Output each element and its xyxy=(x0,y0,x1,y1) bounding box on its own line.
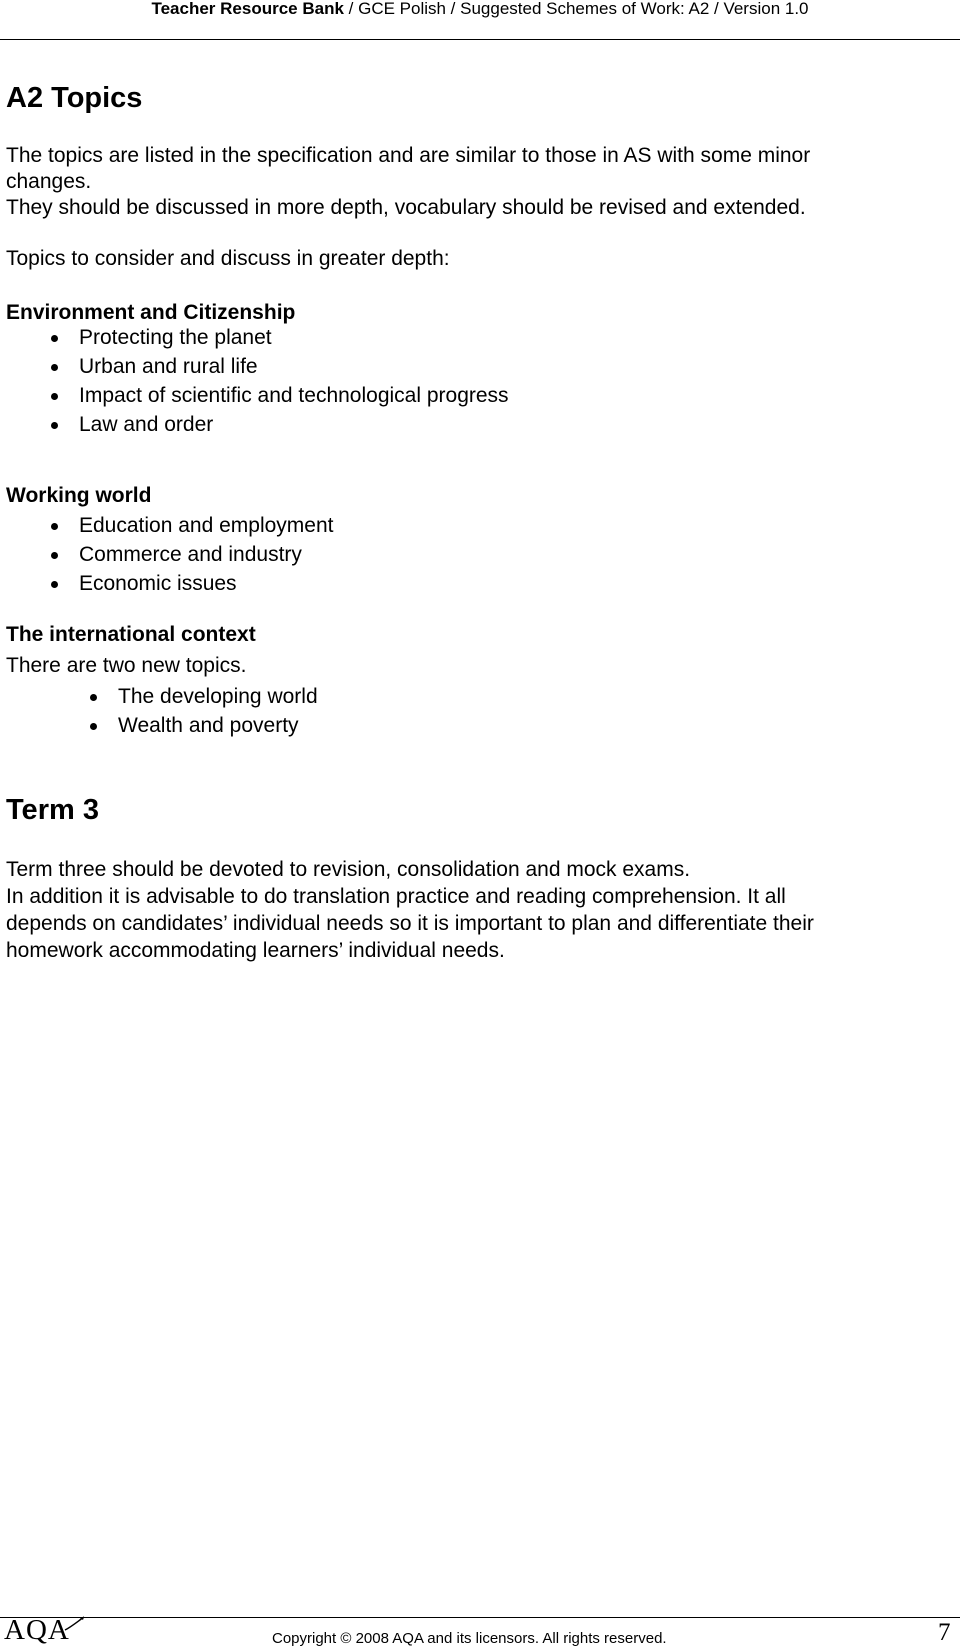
international-topic-list xyxy=(90,682,318,740)
intro-line-3: They should be discussed in more depth, vocabulary should be revised and extended. xyxy=(6,196,806,219)
bullet-icon xyxy=(90,723,97,730)
header-title-bold: Teacher Resource Bank xyxy=(151,0,344,18)
footer-rule xyxy=(0,1617,960,1618)
group-heading-working-world: Working world xyxy=(6,484,152,507)
list-item-label: The developing world xyxy=(118,685,318,708)
intro-line-2: changes. xyxy=(6,170,92,193)
bullet-icon xyxy=(51,393,58,400)
bullet-icon xyxy=(51,364,58,371)
list-item-label: Protecting the planet xyxy=(79,326,272,349)
list-item-label: Impact of scientific and technological progress xyxy=(79,384,509,407)
bullet-icon xyxy=(90,694,97,701)
logo-swoosh-icon xyxy=(64,1616,86,1632)
bullet-icon xyxy=(51,581,58,588)
list-item-label: Urban and rural life xyxy=(79,355,258,378)
term3-line-4: homework accommodating learners’ individual needs. xyxy=(6,939,505,962)
term3-line-1: Term three should be devoted to revision, consolidation and mock exams. xyxy=(6,858,691,881)
intro-line-1: The topics are listed in the specification and are similar to those in AS with some minor xyxy=(6,144,811,167)
aqa-logo-text: AQA xyxy=(4,1614,70,1646)
list-item xyxy=(51,569,334,598)
term3-line-2: In addition it is advisable to do translation practice and reading comprehension. It all xyxy=(6,885,786,908)
list-item xyxy=(90,711,318,740)
list-item xyxy=(51,410,509,439)
group-heading-international: The international context xyxy=(6,623,256,646)
environment-topic-list xyxy=(51,323,509,439)
list-item xyxy=(51,323,509,352)
list-item xyxy=(90,682,318,711)
page-number: 7 xyxy=(938,1619,951,1646)
header-title-rest: / GCE Polish / Suggested Schemes of Work: A2 / Version 1.0 xyxy=(343,0,809,18)
list-item-label: Wealth and poverty xyxy=(118,714,299,737)
bullet-icon xyxy=(51,523,58,530)
bullet-icon xyxy=(51,335,58,342)
list-item-label: Commerce and industry xyxy=(79,543,302,566)
group-heading-environment: Environment and Citizenship xyxy=(6,301,296,324)
list-item xyxy=(51,540,334,569)
bullet-icon xyxy=(51,552,58,559)
list-item xyxy=(51,381,509,410)
section-heading-term-3: Term 3 xyxy=(6,794,99,826)
list-item-label: Law and order xyxy=(79,413,214,436)
list-item-label: Education and employment xyxy=(79,514,334,537)
section-heading-a2-topics: A2 Topics xyxy=(6,82,143,114)
list-item-label: Economic issues xyxy=(79,572,237,595)
international-note: There are two new topics. xyxy=(6,654,247,677)
bullet-icon xyxy=(51,422,58,429)
aqa-logo xyxy=(4,1614,70,1648)
list-item xyxy=(51,352,509,381)
topics-intro: Topics to consider and discuss in greater depth: xyxy=(6,247,450,270)
header-text xyxy=(0,0,960,19)
list-item xyxy=(51,511,334,540)
page-header xyxy=(0,0,960,40)
copyright-notice: Copyright © 2008 AQA and its licensors. All rights reserved. xyxy=(272,1630,667,1647)
term3-line-3: depends on candidates’ individual needs so it is important to plan and differentiate their xyxy=(6,912,814,935)
working-world-topic-list xyxy=(51,511,334,598)
